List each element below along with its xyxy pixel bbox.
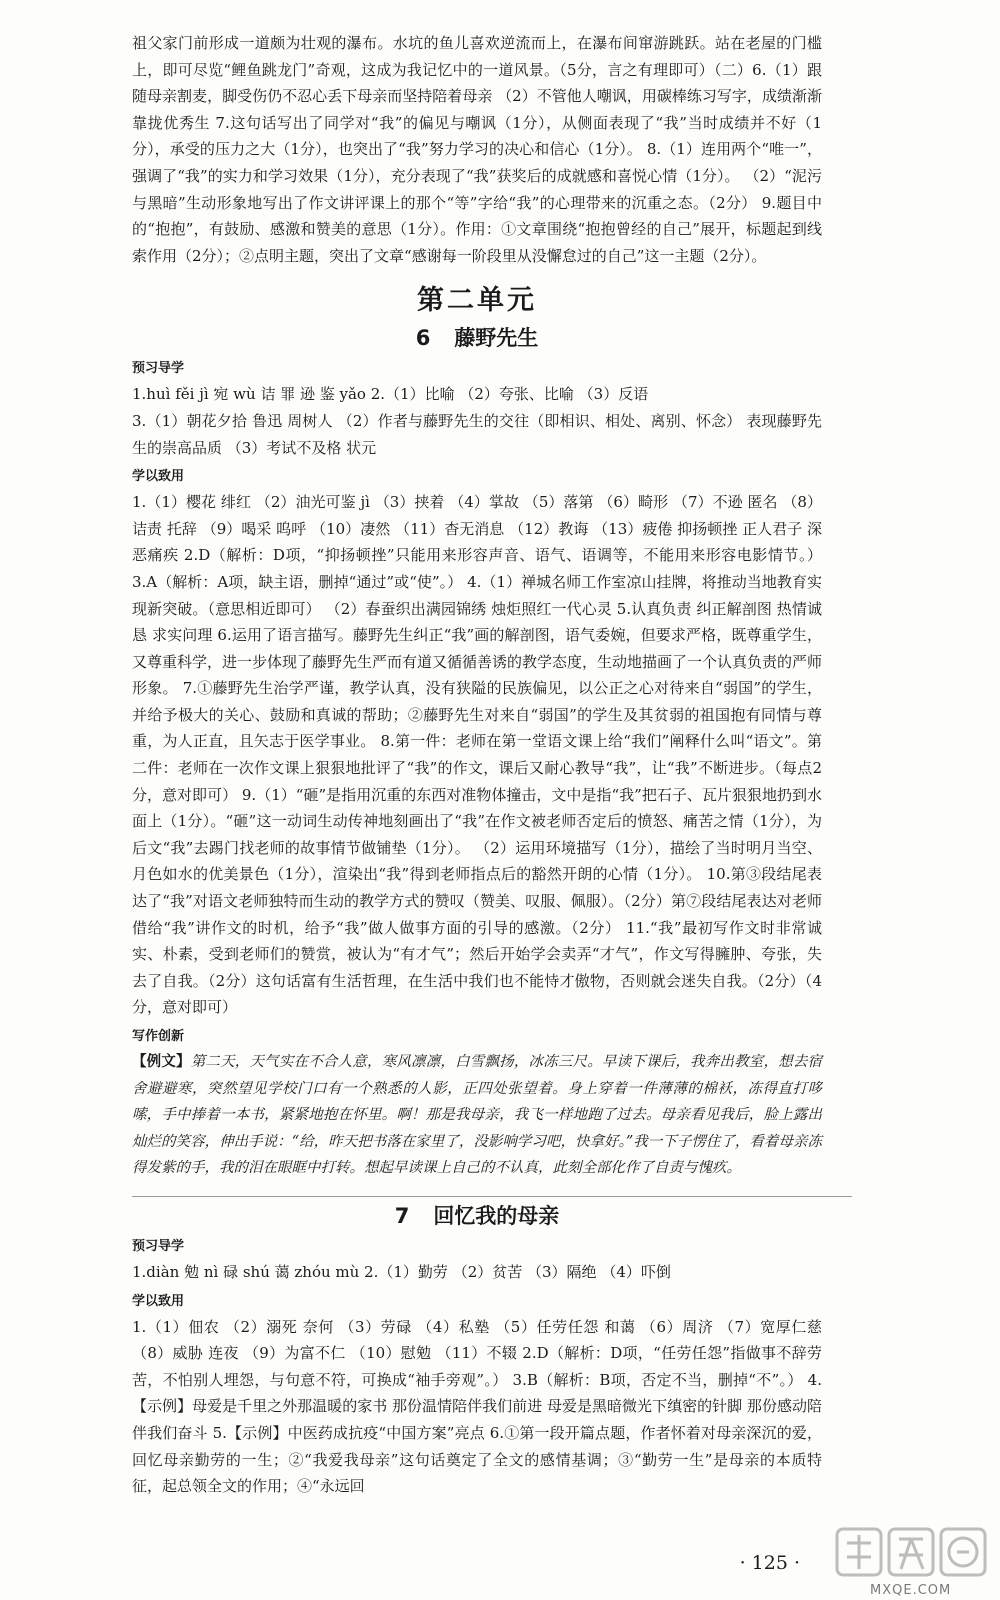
- lesson-6-heading: [132, 323, 822, 353]
- example-text: 第二天，天气实在不合人意，寒风凛凛，白雪飘扬，冰冻三尺。早读下课后，我奔出教室，想去宿舍避避寒，突然望见学校门口有一个熟悉的人影，正四处张望着。身上穿着一件薄薄的棉袄，冻得直打哆嗦，手中捧着一本书，紧紧地抱在怀里。啊！那是我母亲，我飞一样地跑了过去。母亲看见我后，脸上露出灿烂的笑容，伸出手说：“给，昨天把书落在家里了，没影响学习吧，快拿好。”我一下子愣住了，看着母亲冻得发紫的手，我的泪在眼眶中打转。想起早读课上自己的不认真，此刻全部化作了自责与愧疚。: [132, 1054, 823, 1177]
- lesson-6-example-essay: [132, 1049, 822, 1182]
- lesson-7-apply-label: 学以致用: [132, 1293, 185, 1309]
- watermark-text: MXQE.COM: [870, 1583, 952, 1598]
- lesson-6-preview-label: 预习导学: [132, 361, 185, 377]
- lesson-7-preview-label: 预习导学: [132, 1238, 185, 1254]
- page-number: · 125 ·: [739, 1552, 800, 1574]
- carryover-paragraph: 祖父家门前形成一道颇为壮观的瀑布。水坑的鱼儿喜欢逆流而上，在瀑布间窜游跳跃。站在老屋的门槛上，即可尽览“鲤鱼跳龙门”奇观，这成为我记忆中的一道风景。（5分，言之有理即可）（二）6.（1）跟随母亲割麦，脚受伤仍不忍心丢下母亲而坚持陪着母亲 （2）不管他人嘲讽，用碳棒练习写字，成绩渐渐靠拢优秀生 7.这句话写出了同学对“我”的偏见与嘲讽（1分），从侧面表现了“我”当时成绩并不好（1分），承受的压力之大（1分），也突出了“我”努力学习的决心和信心（1分）。 8.（1）连用两个“唯一”，强调了“我”的实力和学习效果（1分），充分表现了“我”获奖后的成就感和喜悦心情（1分）。 （2）“泥污与黑暗”生动形象地写出了作文讲评课上的那个“等”字给“我”的心理带来的沉重之态。（2分） 9.题目中的“抱抱”，有鼓励、感激和赞美的意思（1分）。作用：①文章围绕“抱抱曾经的自己”展开，标题起到线索作用（2分）；②点明主题，突出了文章“感谢每一阶段里从没懈怠过的自己”这一主题（2分）。: [132, 34, 822, 265]
- lesson-6-apply-text: 1.（1）樱花 绯红 （2）油光可鉴 jì （3）挟着 （4）掌故 （5）落第 （6）畸形 （7）不逊 匿名 （8）诘责 托辞 （9）喝采 呜呼 （10）凄然 （11）杳无消息 （12）教诲 （13）疲倦 抑扬顿挫 正人君子 深恶痛疾 2.D（解析：D项，“抑扬顿挫”只能用来形容声音、语气、语调等，不能用来形容电影情节。） 3.A（解析：A项，缺主语，删掉“通过”或“使”。） 4.（1）禅城名师工作室凉山挂牌，将推动当地教育实现新突破。（意思相近即可） （2）春蚕织出满园锦绣 烛炬照红一代心灵 5.认真负责 纠正解剖图 热情诚恳 求实问理 6.运用了语言描写。藤野先生纠正“我”画的解剖图，语气委婉，但要求严格，既尊重学生，又尊重科学，进一步体现了藤野先生严而有道又循循善诱的教学态度，生动地描画了一个认真负责的严师形象。 7.①藤野先生治学严谨，教学认真，没有狭隘的民族偏见，以公正之心对待来自“弱国”的学生，并给予极大的关心、鼓励和真诚的帮助；②藤野先生对来自“弱国”的学生及其贫弱的祖国抱有同情与尊重，为人正直，且矢志于医学事业。 8.第一件：老师在第一堂语文课上给“我们”阐释什么叫“语文”。第二件：老师在一次作文课上狠狠地批评了“我”的作文，课后又耐心教导“我”，让“我”不断进步。（每点2分，意对即可） 9.（1）“砸”是指用沉重的东西对准物体撞击，文中是指“我”把石子、瓦片狠狠地扔到水面上（1分）。“砸”这一动词生动传神地刻画出了“我”在作文被老师否定后的愤怒、痛苦之情（1分），为后文“我”去踢门找老师的故事情节做铺垫（1分）。 （2）运用环境描写（1分），描绘了当时明月当空、月色如水的优美景色（1分），渲染出“我”得到老师指点后的豁然开朗的心情（1分）。 10.第③段结尾表达了“我”对语文老师独特而生动的教学方式的赞叹（赞美、叹服、佩服）。（2分）第⑦段结尾表达对老师借给“我”讲作文的时机，给予“我”做人做事方面的引导的感激。（2分） 11.“我”最初写作文时非常诚实、朴素，受到老师们的赞赏，被认为“有才气”；然后开始学会卖弄“才气”，作文写得臃肿、夸张，失去了自我。（2分）这句话富有生活哲理，在生活中我们也不能恃才傲物，否则就会迷失自我。（2分）（4分，意对即可）: [132, 493, 823, 1017]
- lesson-6-apply-label: 学以致用: [132, 469, 185, 485]
- lesson-7-heading: [132, 1201, 822, 1231]
- lesson-6-preview-line-1: 1.huì fěi jì 宛 wù 诘 罪 逊 鉴 yǎo 2.（1）比喻 （2）夸张、比喻 （3）反语: [132, 385, 649, 404]
- lesson-7-apply-text: 1.（1）佃农 （2）溺死 奈何 （3）劳碌 （4）私塾 （5）任劳任怨 和蔼 （6）周济 （7）宽厚仁慈 （8）威胁 连夜 （9）为富不仁 （10）慰勉 （11）不辍 2.D（解析：D项，“任劳任怨”指做事不辞劳苦，不怕别人埋怨，与句意不符，可换成“袖手旁观”。） 3.B（解析：B项，否定不当，删掉“不”。） 4.【示例】母爱是千里之外那温暖的家书 那份温情陪伴我们前进 母爱是黑暗微光下缜密的针脚 那份感动陪伴我们奋斗 5.【示例】中医药成抗疫“中国方案”亮点 6.①第一段开篇点题，作者怀着对母亲深沉的爱，回忆母亲勤劳的一生；②“我爱我母亲”这句话奠定了全文的感情基调；③“勤劳一生”是母亲的本质特征，起总领全文的作用；④“永远回: [132, 1317, 822, 1496]
- lesson-7-number: 7: [394, 1203, 410, 1228]
- lesson-6-number: 6: [415, 326, 431, 351]
- section-divider: [132, 1196, 852, 1197]
- page-content: [132, 30, 822, 1500]
- example-tag: 【例文】: [132, 1053, 191, 1070]
- lesson-7-preview-text: 1.diàn 勉 nì 碌 shú 蔼 zhóu mù 2.（1）勤劳 （2）贫苦 （3）隔绝 （4）吓倒: [132, 1262, 671, 1281]
- lesson-6-title: 藤野先生: [454, 326, 539, 351]
- lesson-7-title: 回忆我的母亲: [433, 1203, 560, 1228]
- unit-title: 第二单元: [417, 285, 537, 317]
- lesson-6-preview-line-2: 3.（1）朝花夕拾 鲁迅 周树人 （2）作者与藤野先生的交往（即相识、相处、离别、怀念） 表现藤野先生的崇高品质 （3）考试不及格 状元: [132, 411, 822, 457]
- lesson-6-writing-label: 写作创新: [132, 1029, 185, 1044]
